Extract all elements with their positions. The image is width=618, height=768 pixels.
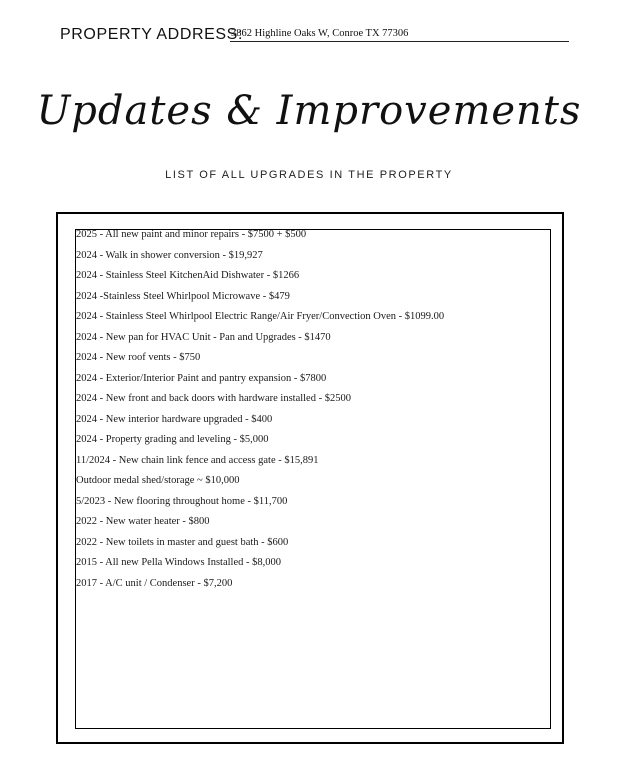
- property-address-row: [60, 24, 570, 48]
- page-title: Updates & Improvements: [36, 88, 582, 134]
- property-address-value: 3862 Highline Oaks W, Conroe TX 77306: [231, 28, 409, 39]
- upgrade-item: 2024 - New front and back doors with hardware installed - $2500: [76, 393, 351, 404]
- upgrade-item: 2015 - All new Pella Windows Installed - $8,000: [76, 557, 281, 568]
- upgrade-item: 2017 - A/C unit / Condenser - $7,200: [76, 577, 233, 589]
- address-underline: [230, 41, 569, 42]
- upgrade-item: 2025 - All new paint and minor repairs - $7500 + $500: [76, 229, 307, 240]
- property-address-label: PROPERTY ADDRESS:: [60, 26, 243, 43]
- upgrade-item: 2024 - Exterior/Interior Paint and pantry expansion - $7800: [76, 372, 327, 384]
- upgrade-item: 2024 -Stainless Steel Whirlpool Microwave - $479: [76, 290, 290, 302]
- upgrade-item: 2024 - Stainless Steel Whirlpool Electric Range/Air Fryer/Convection Oven - $1099.00: [76, 311, 445, 322]
- upgrade-item: 2024 - Walk in shower conversion - $19,927: [76, 249, 263, 261]
- upgrade-item: 2024 - New interior hardware upgraded - $400: [76, 413, 273, 425]
- upgrade-item: Outdoor medal shed/storage ~ $10,000: [76, 475, 240, 486]
- upgrade-item: 2024 - New pan for HVAC Unit - Pan and Upgrades - $1470: [76, 331, 331, 343]
- upgrade-item: 2024 - Property grading and leveling - $5,000: [76, 434, 269, 445]
- upgrade-item: 11/2024 - New chain link fence and access gate - $15,891: [76, 454, 319, 466]
- upgrade-item: 2022 - New water heater - $800: [76, 516, 210, 527]
- upgrade-item: 2024 - Stainless Steel KitchenAid Dishwater - $1266: [76, 270, 300, 281]
- upgrade-item: 2024 - New roof vents - $750: [76, 352, 201, 363]
- upgrade-item: 5/2023 - New flooring throughout home - $11,700: [76, 495, 288, 507]
- page-subtitle: LIST OF ALL UPGRADES IN THE PROPERTY: [165, 169, 453, 181]
- upgrade-item: 2022 - New toilets in master and guest bath - $600: [76, 536, 289, 548]
- upgrades-list: [76, 228, 546, 597]
